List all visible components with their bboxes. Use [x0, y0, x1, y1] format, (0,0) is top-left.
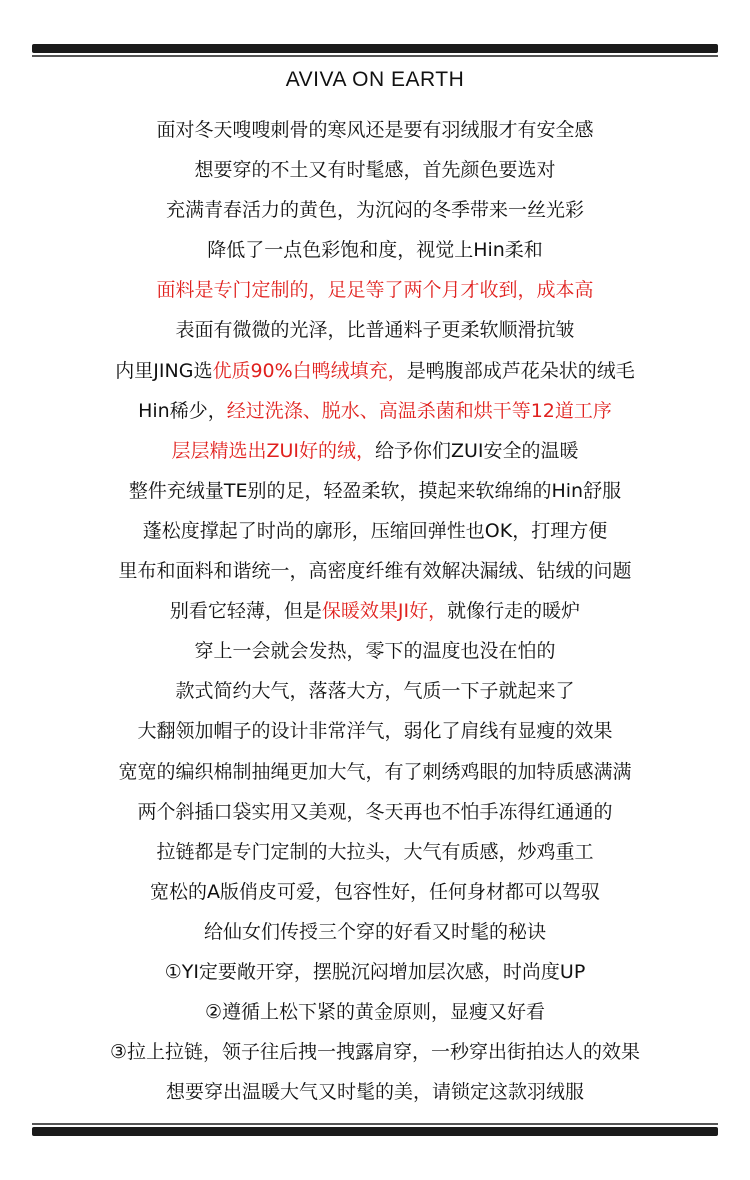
- line-text: 里布和面料和谐统一，高密度纤维有效解决漏绒、钻绒的问题: [118, 560, 632, 583]
- text-line: [0, 912, 750, 952]
- line-text: 款式简约大气，落落大方，气质一下子就起来了: [175, 680, 575, 703]
- line-text: 宽松的A版俏皮可爱，包容性好，任何身材都可以驾驭: [150, 880, 600, 903]
- text-line: [0, 150, 750, 190]
- description-lines: [0, 110, 750, 1112]
- highlighted-text: 面料是专门定制的，足足等了两个月才收到，成本高: [156, 279, 594, 302]
- line-text: 给予你们ZUI安全的温暖: [375, 439, 579, 462]
- line-text: 充满青春活力的黄色，为沉闷的冬季带来一丝光彩: [165, 199, 584, 222]
- bottom-rule: [32, 1127, 718, 1136]
- text-line: [0, 832, 750, 872]
- page-title: AVIVA ON EARTH: [285, 68, 465, 91]
- text-line: [0, 752, 750, 792]
- line-text: 想要穿的不土又有时髦感，首先颜色要选对: [194, 159, 556, 182]
- line-text: 大翻领加帽子的设计非常洋气，弱化了肩线有显瘦的效果: [137, 720, 613, 743]
- text-line: [0, 270, 750, 310]
- line-text: 蓬松度撑起了时尚的廓形，压缩回弹性也OK，打理方便: [142, 519, 608, 542]
- text-line: [0, 671, 750, 711]
- text-line: [0, 792, 750, 832]
- text-line: [0, 431, 750, 471]
- text-line: [0, 1072, 750, 1112]
- text-line: [0, 230, 750, 270]
- line-text: 就像行走的暖炉: [447, 600, 581, 623]
- highlighted-text: 层层精选出ZUI好的绒，: [171, 439, 375, 462]
- line-text: 穿上一会就会发热，零下的温度也没在怕的: [194, 640, 556, 663]
- text-line: [0, 631, 750, 671]
- text-line: [0, 351, 750, 391]
- text-line: [0, 110, 750, 150]
- text-line: [0, 310, 750, 350]
- line-text: 面对冬天嗖嗖刺骨的寒风还是要有羽绒服才有安全感: [156, 119, 594, 141]
- line-text: 宽宽的编织棉制抽绳更加大气，有了刺绣鸡眼的加特质感满满: [118, 760, 632, 783]
- line-text: 两个斜插口袋实用又美观，冬天再也不怕手冻得红通通的: [137, 800, 613, 823]
- highlighted-text: 优质90%白鸭绒填充，: [212, 359, 407, 382]
- line-text: 想要穿出温暖大气又时髦的美，请锁定这款羽绒服: [165, 1081, 584, 1104]
- line-text: 整件充绒量TE别的足，轻盈柔软，摸起来软绵绵的Hin舒服: [128, 479, 622, 502]
- text-line: [0, 551, 750, 591]
- text-line: [0, 952, 750, 992]
- text-line: [0, 872, 750, 912]
- line-text: ①YI定要敞开穿，摆脱沉闷增加层次感，时尚度UP: [164, 960, 586, 983]
- text-line: [0, 471, 750, 511]
- highlighted-text: 保暖效果JI好，: [321, 600, 448, 623]
- text-line: [0, 1032, 750, 1072]
- text-line: [0, 591, 750, 631]
- line-text: 内里JING选: [115, 359, 213, 382]
- text-line: [0, 511, 750, 551]
- line-text: 表面有微微的光泽，比普通料子更柔软顺滑抗皱: [175, 319, 575, 342]
- text-line: [0, 711, 750, 751]
- text-line: [0, 190, 750, 230]
- text-line: [0, 391, 750, 431]
- line-text: 别看它轻薄，但是: [169, 600, 322, 623]
- line-text: ③拉上拉链，领子往后拽一拽露肩穿，一秒穿出街拍达人的效果: [109, 1041, 641, 1064]
- line-text: 是鸭腹部成芦花朵状的绒毛: [406, 359, 635, 382]
- line-text: 给仙女们传授三个穿的好看又时髦的秘诀: [203, 920, 546, 943]
- top-rule: [32, 44, 718, 53]
- line-text: 降低了一点色彩饱和度，视觉上Hin柔和: [207, 239, 543, 262]
- line-text: Hin稀少，: [138, 399, 227, 422]
- text-line: [0, 992, 750, 1032]
- line-text: 拉链都是专门定制的大拉头，大气有质感，炒鸡重工: [156, 840, 594, 863]
- line-text: ②遵循上松下紧的黄金原则，显瘦又好看: [204, 1001, 546, 1024]
- highlighted-text: 经过洗涤、脱水、高温杀菌和烘干等12道工序: [226, 399, 612, 422]
